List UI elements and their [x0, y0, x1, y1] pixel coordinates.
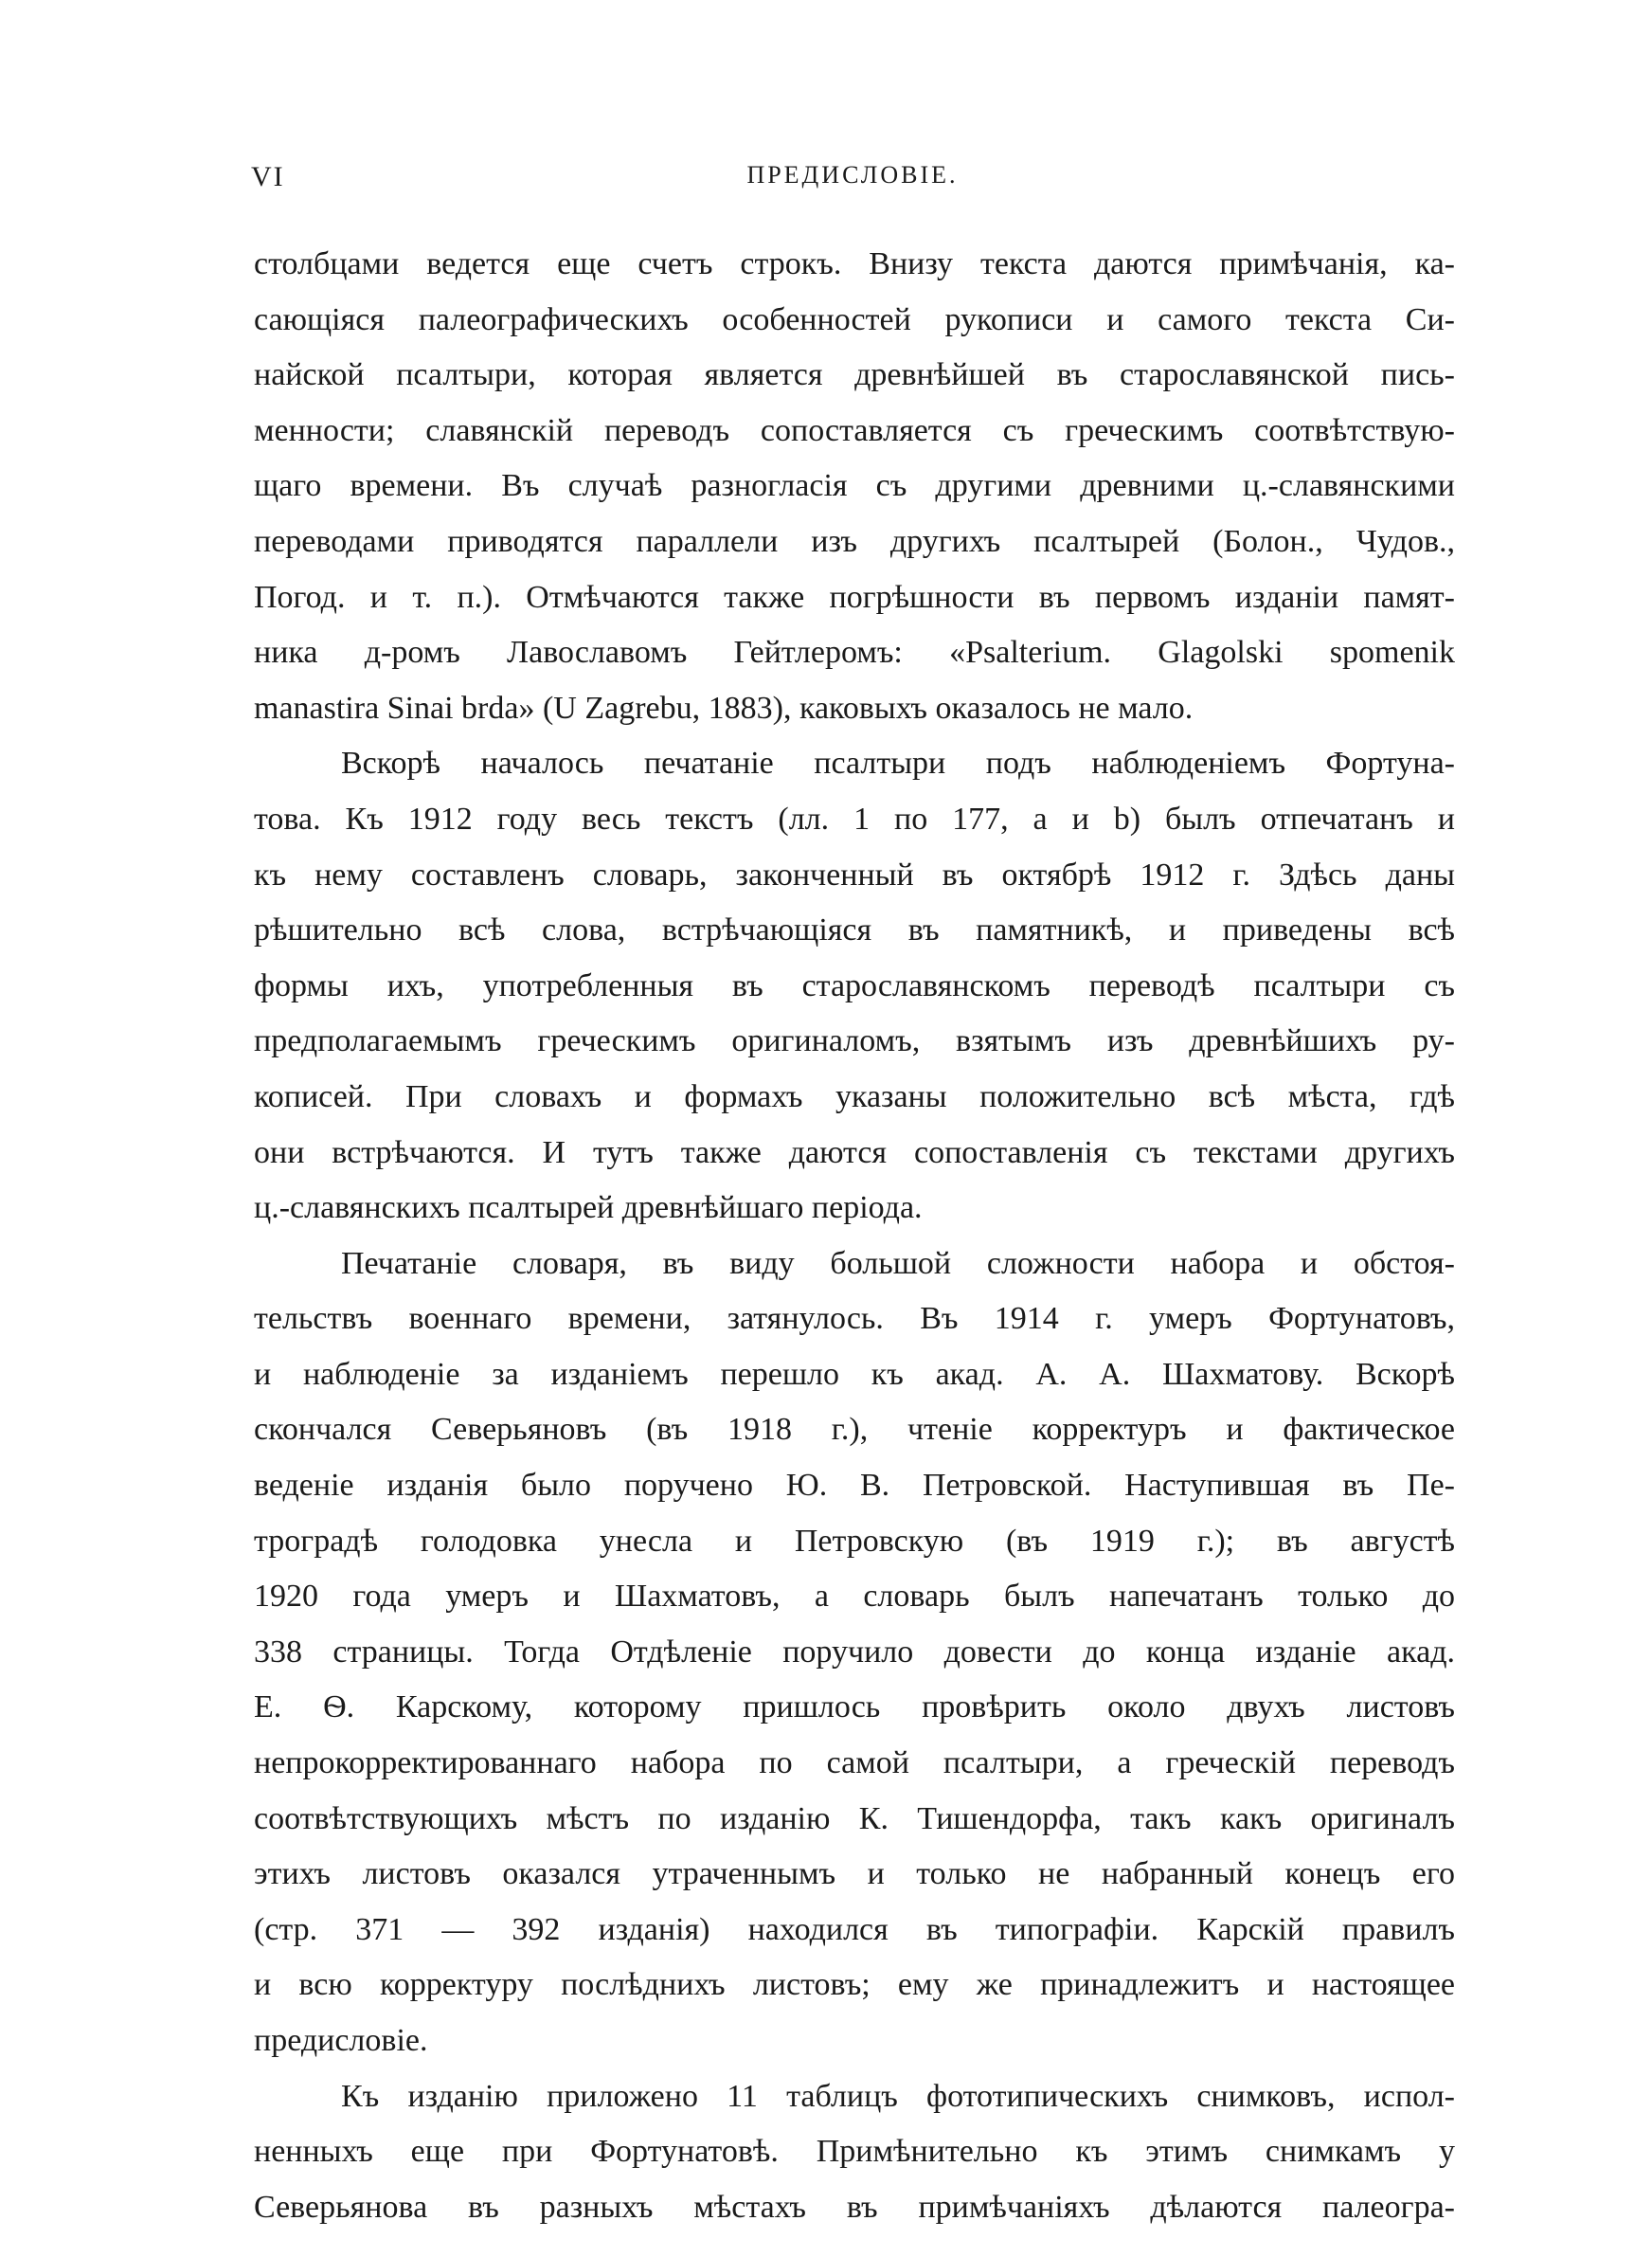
text-line: Къ изданію приложено 11 таблицъ фототипическихъ снимковъ, испол-: [341, 2078, 1455, 2114]
text-line: Погод. и т. п.). Отмѣчаются также погрѣшности въ первомъ изданіи памят-: [254, 579, 1455, 615]
text-line: това. Къ 1912 году весь текстъ (лл. 1 по 177, a и b) былъ отпечатанъ и: [254, 801, 1455, 837]
text-line: къ нему составленъ словарь, законченный въ октябрѣ 1912 г. Здѣсь даны: [254, 857, 1455, 893]
text-line: (стр. 371 — 392 изданія) находился въ типографіи. Карскій правилъ: [254, 1911, 1455, 1947]
text-line: сающіяся палеографическихъ особенностей рукописи и самого текста Си-: [254, 301, 1455, 337]
text-line: ц.-славянскихъ псалтырей древнѣйшаго періода.: [254, 1190, 923, 1226]
body-text: [254, 237, 1455, 2235]
text-line: они встрѣчаются. И тутъ также даются сопоставленія съ текстами другихъ: [254, 1134, 1455, 1170]
text-line: рѣшительно всѣ слова, встрѣчающіяся въ памятникѣ, и приведены всѣ: [254, 912, 1455, 948]
text-line: 1920 года умеръ и Шахматовъ, а словарь былъ напечатанъ только до: [254, 1579, 1455, 1615]
text-line: кописей. При словахъ и формахъ указаны положительно всѣ мѣста, гдѣ: [254, 1078, 1455, 1114]
text-line: этихъ листовъ оказался утраченнымъ и только не набранный конецъ его: [254, 1856, 1455, 1892]
paragraph-3: [254, 1237, 1455, 2069]
text-line: соотвѣтствующихъ мѣстъ по изданію К. Тишендорфа, такъ какъ оригиналъ: [254, 1800, 1455, 1836]
text-line: Северьянова въ разныхъ мѣстахъ въ примѣчаніяхъ дѣлаются палеогра-: [254, 2189, 1455, 2225]
text-line: менности; славянскій переводъ сопоставляется съ греческимъ соотвѣтствую-: [254, 412, 1455, 448]
page-number: VI: [251, 161, 285, 192]
text-line: manastira Sinai brda» (U Zagrebu, 1883), каковыхъ оказалось не мало.: [254, 690, 1194, 726]
text-line: ненныхъ еще при Фортунатовѣ. Примѣнительно къ этимъ снимкамъ у: [254, 2134, 1455, 2170]
text-line: и всю корректуру послѣднихъ листовъ; ему же принадлежитъ и настоящее: [254, 1967, 1455, 2003]
text-line: 338 страницы. Тогда Отдѣленіе поручило довести до конца изданіе акад.: [254, 1634, 1455, 1670]
text-line: щаго времени. Въ случаѣ разногласія съ другими древними ц.-славянскими: [254, 468, 1455, 504]
page-title: ПРЕДИСЛОВІЕ.: [746, 161, 959, 189]
text-line: Е. Ѳ. Карскому, которому пришлось провѣрить около двухъ листовъ: [254, 1689, 1455, 1725]
text-line: предполагаемымъ греческимъ оригиналомъ, взятымъ изъ древнѣйшихъ ру-: [254, 1023, 1455, 1059]
text-line: веденіе изданія было поручено Ю. В. Петровской. Наступившая въ Пе-: [254, 1468, 1455, 1504]
text-line: непрокорректированнаго набора по самой псалтыри, а греческій переводъ: [254, 1745, 1455, 1781]
paragraph-1: [254, 237, 1455, 736]
paragraph-2: [254, 736, 1455, 1236]
text-line: переводами приводятся параллели изъ другихъ псалтырей (Болон., Чудов.,: [254, 523, 1455, 559]
text-line: и наблюденіе за изданіемъ перешло къ акад. А. А. Шахматову. Вскорѣ: [254, 1356, 1455, 1392]
text-line: скончался Северьяновъ (въ 1918 г.), чтеніе корректуръ и фактическое: [254, 1412, 1455, 1448]
text-line: Печатаніе словаря, въ виду большой сложности набора и обстоя-: [341, 1245, 1455, 1281]
text-line: Вскорѣ началось печатаніе псалтыри подъ наблюденіемъ Фортуна-: [341, 746, 1455, 782]
text-line: предисловіе.: [254, 2023, 428, 2058]
running-head: [251, 161, 1454, 199]
text-line: ника д-ромъ Лавославомъ Гейтлеромъ: «Psalterium. Glagolski spomenik: [254, 635, 1455, 671]
text-line: тельствъ военнаго времени, затянулось. Въ 1914 г. умеръ Фортунатовъ,: [254, 1301, 1455, 1337]
paragraph-4: [254, 2069, 1455, 2236]
text-line: формы ихъ, употребленныя въ старославянскомъ переводѣ псалтыри съ: [254, 967, 1455, 1003]
text-line: найской псалтыри, которая является древнѣйшей въ старославянской пись-: [254, 357, 1455, 393]
text-line: столбцами ведется еще счетъ строкъ. Внизу текста даются примѣчанія, ка-: [254, 246, 1455, 281]
text-line: троградѣ голодовка унесла и Петровскую (въ 1919 г.); въ августѣ: [254, 1523, 1455, 1559]
